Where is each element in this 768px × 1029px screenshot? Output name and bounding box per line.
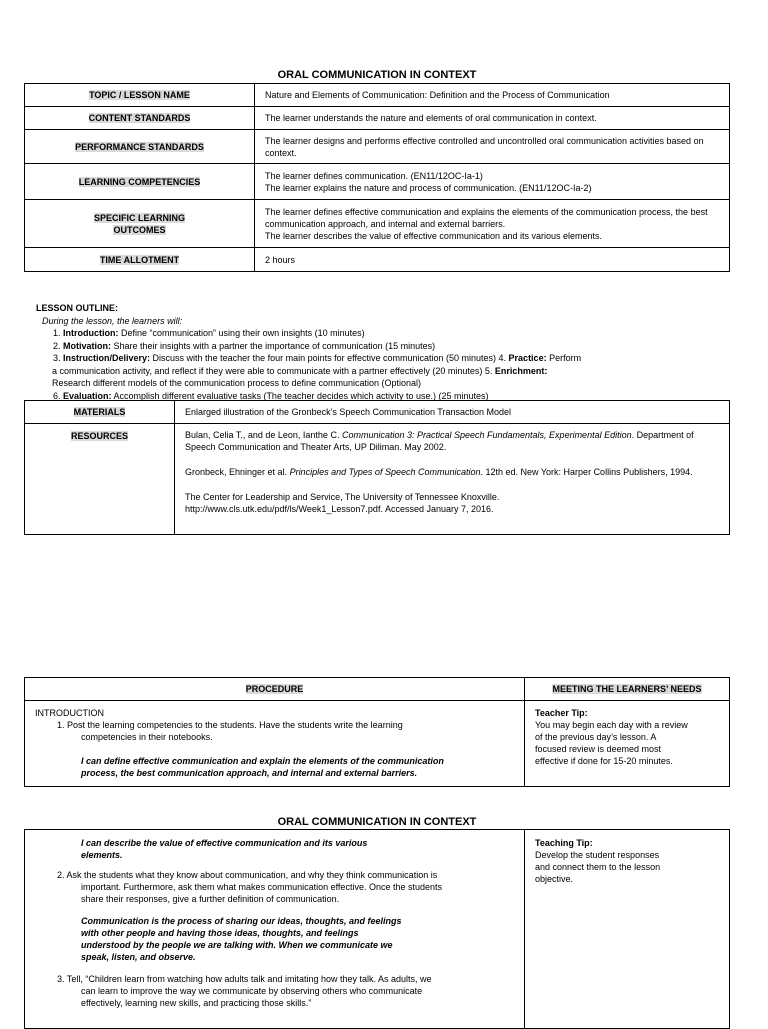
- materials-table: [24, 400, 730, 535]
- row-label: CONTENT STANDARDS: [25, 107, 255, 130]
- resource-item: Bulan, Celia T., and de Leon, Ianthe C. Communication 3: Practical Speech Fundamentals, Experimental Edition. Department of Speech Communication and Theater Arts, UP Diliman. May 2002.: [185, 430, 694, 452]
- table-header-row: [25, 678, 730, 701]
- row-label: PERFORMANCE STANDARDS: [25, 130, 255, 164]
- row-label: TOPIC / LESSON NAME: [25, 84, 255, 107]
- step-text: competencies in their notebooks.: [81, 732, 213, 742]
- page-title: ORAL COMMUNICATION IN CONTEXT: [277, 816, 477, 828]
- procedure-continued-table: [24, 829, 730, 1029]
- resource-item: The Center for Leadership and Service, The University of Tennessee Knoxville. http://www.cls.utk.edu/pdf/ls/Week1_Lesson7.pdf. Accessed January 7, 2016.: [185, 492, 500, 514]
- tip-title: Teaching Tip:: [535, 838, 593, 848]
- row-value: The learner defines communication. (EN11/12OC-Ia-1) The learner explains the nature and process of communication. (EN11/12OC-Ia-2): [255, 164, 730, 200]
- lesson-info-table: [24, 83, 730, 272]
- objective-text: process, the best communication approach, and internal and external barriers.: [81, 768, 418, 778]
- row-value: Nature and Elements of Communication: Definition and the Process of Communication: [255, 84, 730, 107]
- resource-item: Gronbeck, Ehninger et al. Principles and Types of Speech Communication. 12th ed. New York: Harper Collins Publishers, 1994.: [185, 467, 693, 477]
- row-label: TIME ALLOTMENT: [25, 248, 255, 272]
- objective-text: I can define effective communication and explain the elements of the communication: [81, 756, 444, 766]
- outline-intro: During the lesson, the learners will:: [42, 315, 183, 326]
- section-heading: INTRODUCTION: [35, 708, 104, 718]
- tip-title: Teacher Tip:: [535, 708, 588, 718]
- outline-item: 2. Motivation: Share their insights with a partner the importance of communication (15 minutes): [53, 340, 436, 351]
- step-text: 1. Post the learning competencies to the students. Have the students write the learning: [57, 720, 403, 730]
- table-row: [25, 164, 730, 200]
- table-row: [25, 830, 730, 1029]
- row-value: The learner designs and performs effective controlled and uncontrolled oral communication activities based on context.: [255, 130, 730, 164]
- procedure-table: [24, 677, 730, 787]
- table-row: [25, 248, 730, 272]
- row-value: The learner understands the nature and elements of oral communication in context.: [255, 107, 730, 130]
- outline-item: 3. Instruction/Delivery: Discuss with the teacher the four main points for effective communication (50 minutes) 4. Practice: Perform: [53, 353, 582, 363]
- row-value: 2 hours: [255, 248, 730, 272]
- procedure-header: PROCEDURE: [25, 678, 525, 701]
- lesson-outline: [36, 302, 581, 402]
- row-value: Enlarged illustration of the Gronbeck’s Speech Communication Transaction Model: [175, 401, 730, 424]
- table-row: [25, 424, 730, 535]
- row-label: MATERIALS: [25, 401, 175, 424]
- row-label: SPECIFIC LEARNING OUTCOMES: [25, 200, 255, 248]
- row-label: RESOURCES: [25, 424, 175, 535]
- row-label: LEARNING COMPETENCIES: [25, 164, 255, 200]
- procedure-cell: [25, 701, 525, 787]
- outline-item: Research different models of the communication process to define communication (Optional): [52, 378, 422, 388]
- outline-item: 1. Introduction: Define “communication” using their own insights (10 minutes): [53, 328, 365, 338]
- needs-cell: Teaching Tip: Develop the student responses and connect them to the lesson objective.: [525, 830, 730, 1029]
- needs-header: MEETING THE LEARNERS’ NEEDS: [525, 678, 730, 701]
- row-value: The learner defines effective communication and explains the elements of the communication process, the best communication approach, and internal and external barriers. The learner describes the value of effective communication and its various elements.: [255, 200, 730, 248]
- table-row: [25, 107, 730, 130]
- procedure-cell: I can describe the value of effective communication and its various elements. 2. Ask the students what they know about communication, and why they think communication is important. Furthermore, ask them what makes communication effective. Once the students share their responses, give a further definition of communication. Communication is the process of sharing our ideas, thoughts, and feelings with other people and having those ideas, thoughts, and feelings understood by the people we are talking with. When we communicate we speak, listen, and observe. 3. Tell, “Children learn from watching how adults talk and imitating how they talk. As adults, we can learn to improve the way we communicate by observing others who communicate effectively, learning new skills, and practicing those skills.”: [25, 830, 525, 1029]
- table-row: [25, 701, 730, 787]
- outline-item: a communication activity, and reflect if they were able to communicate with a partner effectively (20 minutes) 5. Enrichment:: [52, 365, 548, 376]
- table-row: [25, 200, 730, 248]
- page-title: ORAL COMMUNICATION IN CONTEXT: [277, 69, 477, 81]
- table-row: [25, 401, 730, 424]
- table-row: [25, 84, 730, 107]
- needs-cell: Teacher Tip: You may begin each day with a review of the previous day’s lesson. A focused review is deemed most effective if done for 15-20 minutes.: [525, 701, 730, 787]
- outline-item: 6. Evaluation: Accomplish different evaluative tasks (The teacher decides which activity to use.) (25 minutes): [53, 390, 489, 401]
- table-row: [25, 130, 730, 164]
- row-value: [175, 424, 730, 535]
- outline-heading: LESSON OUTLINE:: [36, 303, 119, 313]
